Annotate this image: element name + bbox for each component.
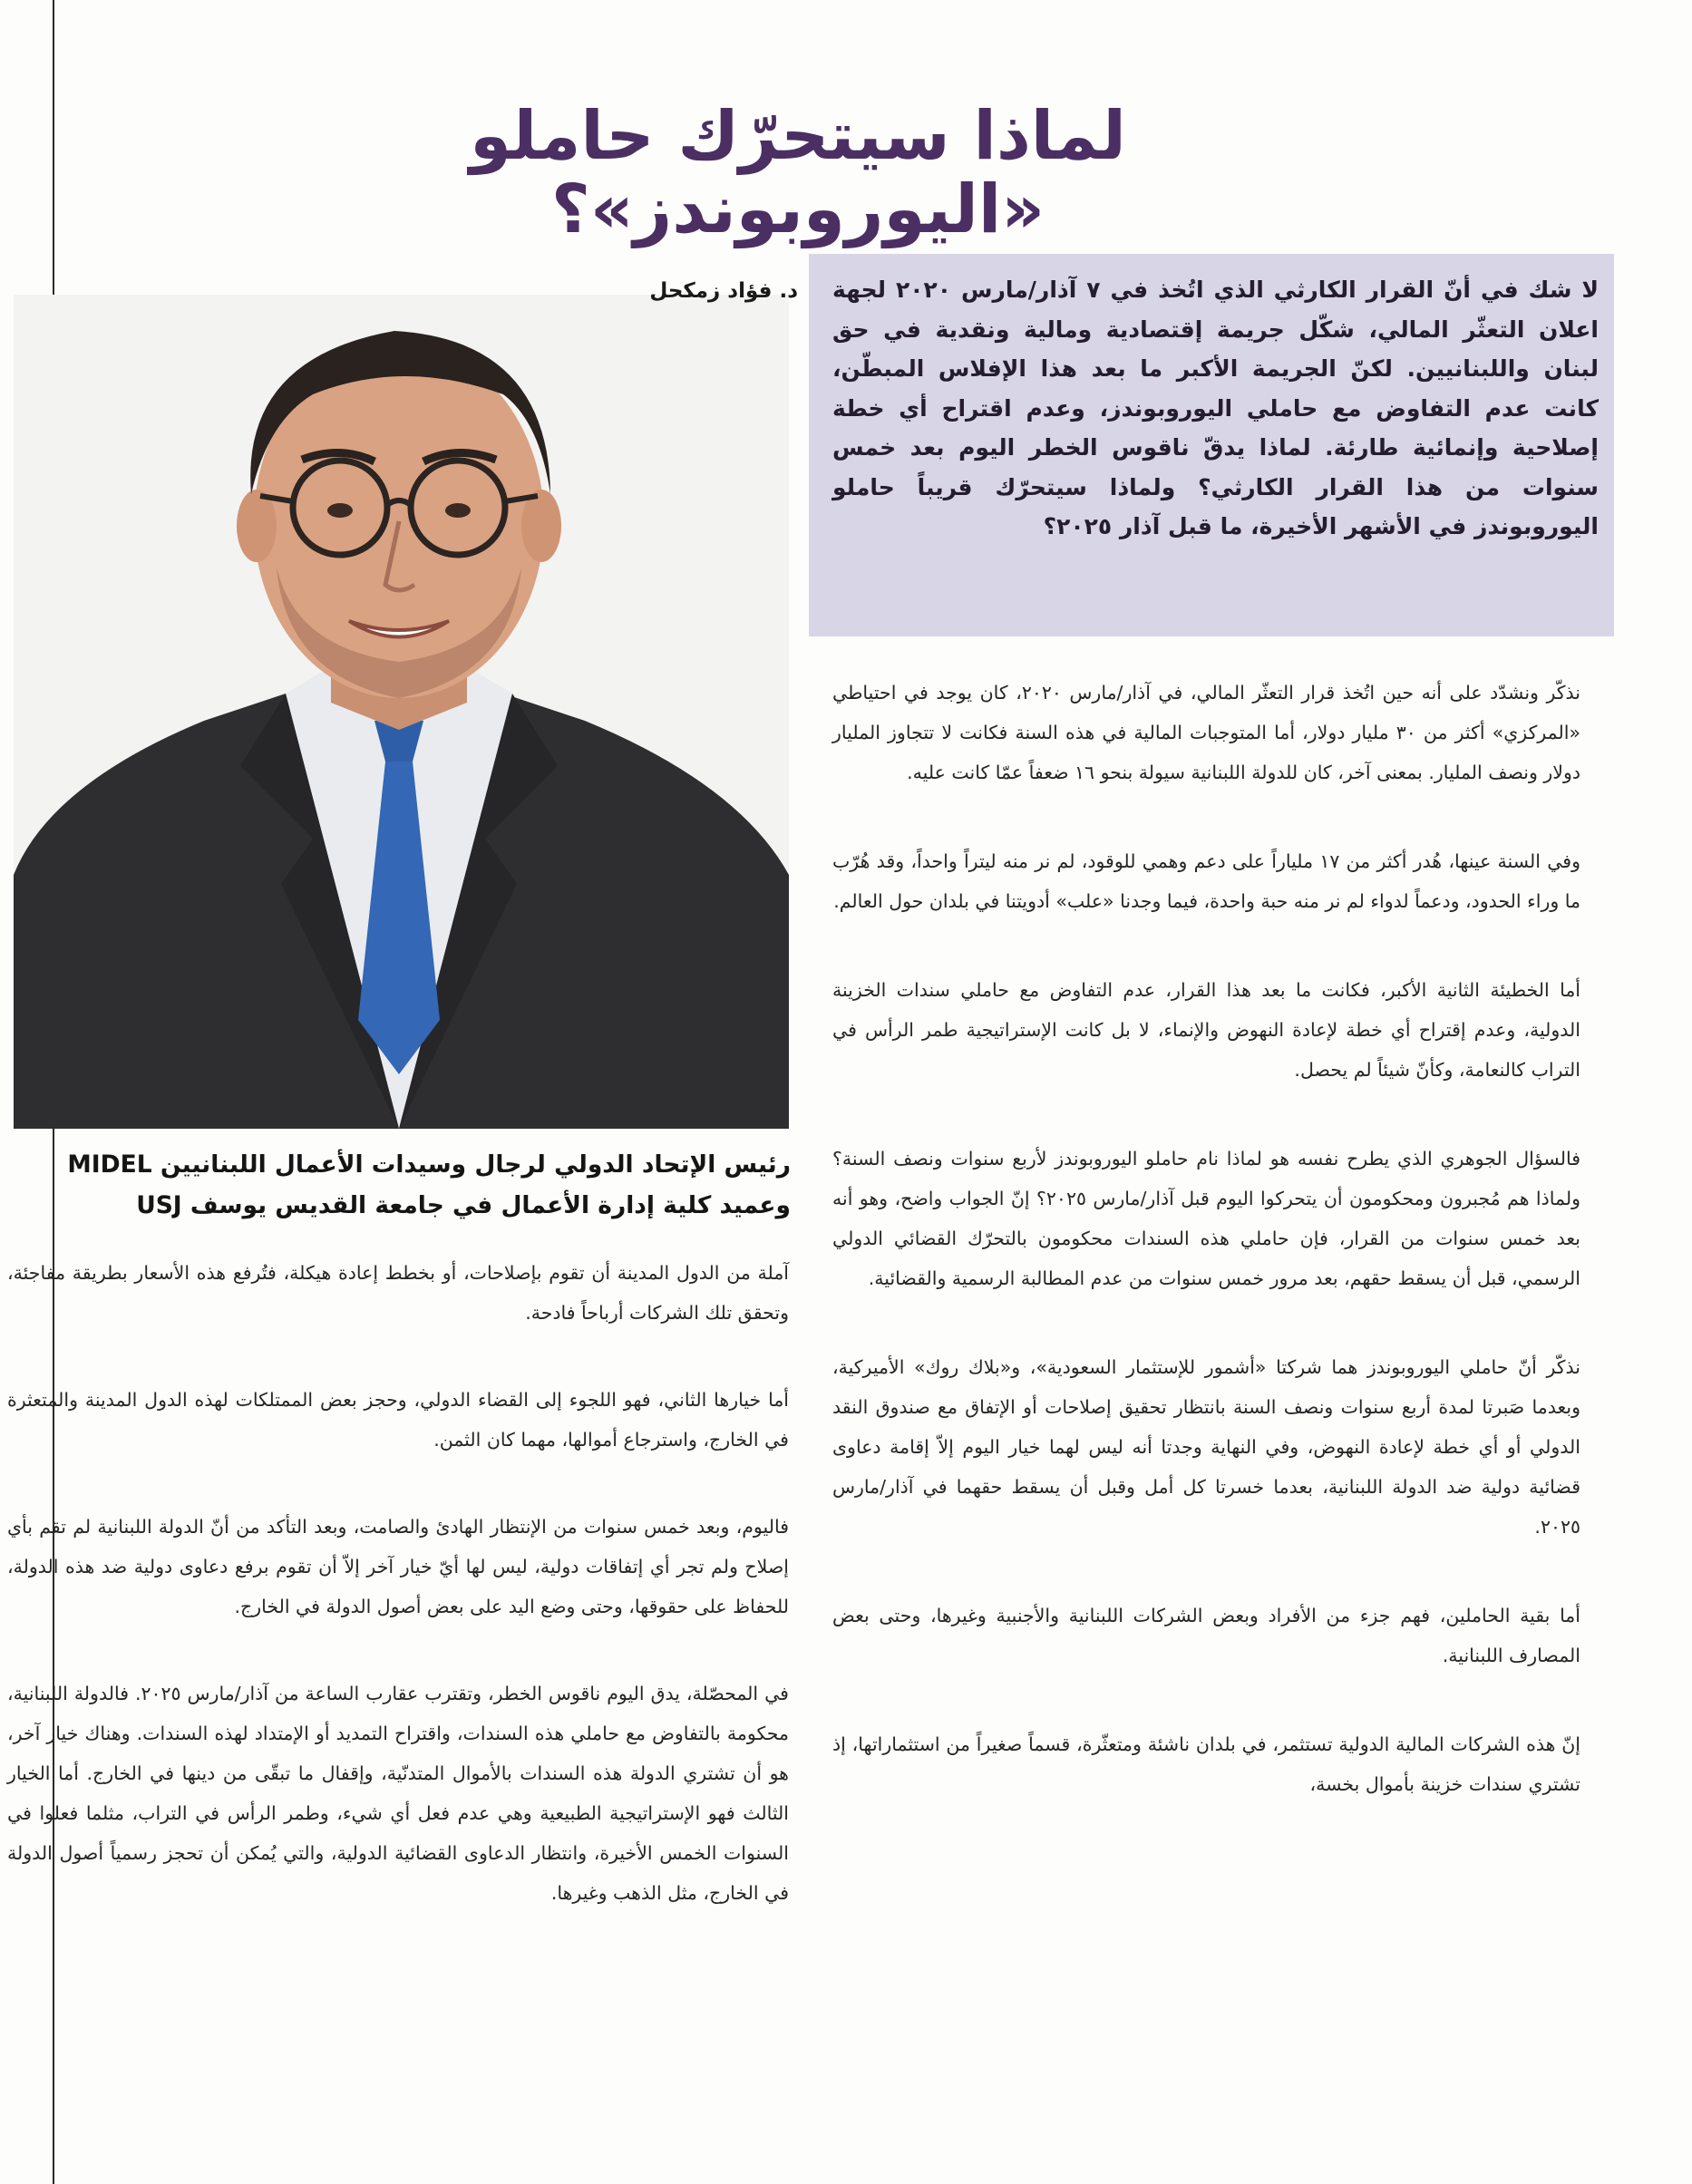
portrait-illustration	[14, 295, 789, 1129]
right-text-column	[832, 673, 1580, 1853]
article-headline: لماذا سيتحرّك حاملو «اليوروبوندز»؟	[470, 97, 1126, 249]
body-paragraph: نذكّر أنّ حاملي اليوروبوندز هما شركتا «أشمور للإستثمار السعودية»، و«بلاك روك» الأميركية، وبعدما صَبرتا لمدة أربع سنوات ونصف السنة بانتظار تحقيق إصلاحات أو الإتفاق مع صندوق النقد الدولي أو أي خطة لإعادة النهوض، وفي النهاية وجدتا أنه ليس لهما خيار اليوم إلاّ إقامة دعاوى قضائية دولية ضد الدولة اللبنانية، بعدما خسرتا كل أمل وقبل أن يسقط حقهما في آذار/مارس ٢٠٢٥.	[832, 1356, 1580, 1538]
body-paragraph: أما خيارها الثاني، فهو اللجوء إلى القضاء الدولي، وحجز بعض الممتلكات لهذه الدول المدينة والمتعثرة في الخارج، واسترجاع أموالها، مهما كان الثمن.	[7, 1389, 789, 1451]
author-caption	[9, 1144, 791, 1226]
body-paragraph: أما بقية الحاملين، فهم جزء من الأفراد وبعض الشركات اللبنانية والأجنبية وغيرها، وحتى بعض المصارف اللبنانية.	[832, 1605, 1580, 1666]
body-paragraph: فاليوم، وبعد خمس سنوات من الإنتظار الهادئ والصامت، وبعد التأكد من أنّ الدولة اللبنانية لم تقم بأي إصلاح ولم تجر أي إتفاقات دولية، ليس لها أيّ خيار آخر إلاّ أن تقوم برفع دعاوى دولية ضد هذه الدولة، للحفاظ على حقوقها، وحتى وضع اليد على بعض أصول الدولة في الخارج.	[7, 1516, 789, 1617]
body-paragraph: إنّ هذه الشركات المالية الدولية تستثمر، في بلدان ناشئة ومتعثّرة، قسماً صغيراً من استثماراتها، إذ تشتري سندات خزينة بأموال بخسة،	[832, 1733, 1580, 1795]
body-paragraph: أما الخطيئة الثانية الأكبر، فكانت ما بعد هذا القرار، عدم التفاوض مع حاملي سندات الخزينة الدولية، وعدم إقتراح أي خطة لإعادة النهوض والإنماء، لا بل كانت الإستراتيجية طمر الرأس في التراب كالنعامة، وكأنّ شيئاً لم يحصل.	[832, 979, 1580, 1081]
author-name: د. فؤاد زمكحل	[649, 279, 798, 303]
body-paragraph: في المحصّلة، يدق اليوم ناقوس الخطر، وتقترب عقارب الساعة من آذار/مارس ٢٠٢٥. فالدولة اللبنانية، محكومة بالتفاوض مع حاملي هذه السندات، واقتراح التمديد أو الإمتداد لهذه السندات. وهناك خيار آخر، هو أن تشتري الدولة هذه السندات بالأموال المتدنّية، وإقفال ما تبقّى من دينها في الخارج. أما الخيار الثالث فهو الإستراتيجية الطبيعية وهي عدم فعل أي شيء، وطمر الرأس في التراب، مثلما فعلوا في السنوات الخمس الأخيرة، وانتظار الدعاوى القضائية الدولية، والتي يُمكن أن تحجز رسمياً أصول الدولة في الخارج، مثل الذهب وغيرها.	[7, 1683, 789, 1904]
caption-line-1: رئيس الإتحاد الدولي لرجال وسيدات الأعمال اللبنانيين MIDEL	[67, 1150, 791, 1179]
body-paragraph: نذكّر ونشدّد على أنه حين اتُخذ قرار التعثّر المالي، في آذار/مارس ٢٠٢٠، كان يوجد في احتياطي «المركزي» أكثر من ٣٠ مليار دولار، أما المتوجبات المالية في هذه السنة فكانت لا تتجاوز المليار دولار ونصف المليار. بمعنى آخر، كان للدولة اللبنانية سيولة بنحو ١٦ ضعفاً عمّا كانت عليه.	[832, 682, 1580, 783]
left-text-column	[7, 1253, 789, 1960]
lead-paragraph: لا شك في أنّ القرار الكارثي الذي اتُخذ في ٧ آذار/مارس ٢٠٢٠ لجهة اعلان التعثّر المالي، شكّل جريمة إقتصادية ومالية ونقدية في حق لبنان واللبنانيين. لكنّ الجريمة الأكبر ما بعد هذا الإفلاس المبطّن، كانت عدم التفاوض مع حاملي اليوروبوندز، وعدم اقتراح أي خطة إصلاحية وإنمائية طارئة. لماذا يدقّ ناقوس الخطر اليوم بعد خمس سنوات من هذا القرار الكارثي؟ ولماذا سيتحرّك قريباً حاملو اليوروبوندز في الأشهر الأخيرة، ما قبل آذار ٢٠٢٥؟	[832, 277, 1599, 539]
author-portrait	[14, 295, 789, 1129]
body-paragraph: آملة من الدول المدينة أن تقوم بإصلاحات، أو بخطط إعادة هيكلة، فتُرفع هذه الأسعار بطريقة مفاجئة، وتحقق تلك الشركات أرباحاً فادحة.	[7, 1262, 789, 1324]
caption-line-2: وعميد كلية إدارة الأعمال في جامعة القديس يوسف USJ	[136, 1191, 791, 1219]
body-paragraph: وفي السنة عينها، هُدر أكثر من ١٧ ملياراً على دعم وهمي للوقود، لم نر منه ليتراً واحداً، وقد هُرّب ما وراء الحدود، ودعماً لدواء لم نر منه حبة واحدة، فيما وجدنا «علب» أدويتنا في بلدان حول العالم.	[832, 850, 1581, 912]
body-paragraph: فالسؤال الجوهري الذي يطرح نفسه هو لماذا نام حاملو اليوروبوندز لأربع سنوات ونصف السنة؟ ولماذا هم مُجبرون ومحكومون أن يتحركوا اليوم قبل آذار/مارس ٢٠٢٥؟ إنّ الجواب واضح، وهو أنه بعد خمس سنوات من القرار، فإن حاملي هذه السندات محكومون بالتحرّك القضائي الدولي الرسمي، قبل أن يسقط حقهم، بعد مرور خمس سنوات من عدم المطالبة الرسمية والقضائية.	[832, 1148, 1580, 1289]
